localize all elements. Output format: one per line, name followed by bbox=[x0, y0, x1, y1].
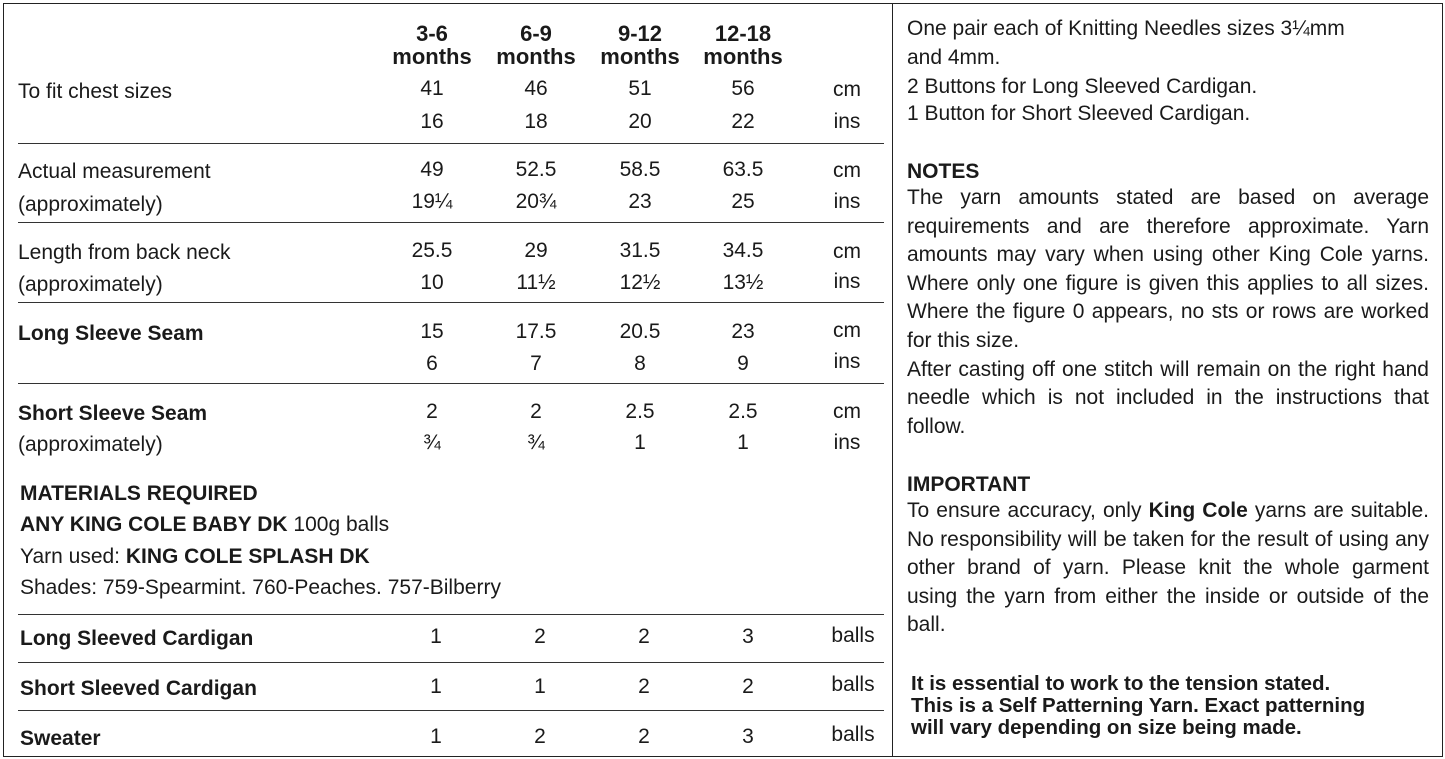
value-cell: 56 bbox=[731, 77, 755, 100]
needles-line: and 4mm. bbox=[907, 46, 1001, 69]
value-cell: 2 bbox=[638, 625, 650, 648]
value-cell: 1 bbox=[430, 675, 442, 698]
unit-cell: balls bbox=[831, 673, 875, 696]
value-cell: 49 bbox=[420, 158, 444, 181]
materials-heading: MATERIALS REQUIRED bbox=[20, 482, 258, 505]
unit-cell: ins bbox=[833, 270, 861, 293]
value-cell: 34.5 bbox=[722, 239, 764, 262]
yarn-name: ANY KING COLE BABY DK bbox=[20, 513, 288, 536]
value-cell: 2 bbox=[530, 400, 542, 423]
important-paragraph bbox=[907, 497, 1429, 640]
row-divider bbox=[18, 710, 884, 711]
value-cell: 8 bbox=[634, 352, 646, 375]
long-sleeve-label: Long Sleeve Seam bbox=[18, 322, 204, 345]
value-cell: 2 bbox=[742, 675, 754, 698]
size-header: 6-9 months bbox=[496, 21, 576, 69]
yarn-line bbox=[20, 513, 389, 537]
tension-note bbox=[911, 673, 1365, 739]
chest-label: To fit chest sizes bbox=[18, 80, 173, 103]
notes-paragraph: After casting off one stitch will remain on the right hand needle which is not included in the instructions that follow. bbox=[907, 357, 1429, 438]
value-cell: 18 bbox=[524, 110, 548, 133]
value-cell: ¾ bbox=[527, 431, 545, 454]
important-heading: IMPORTANT bbox=[907, 473, 1031, 496]
brand-name: King Cole bbox=[1148, 499, 1248, 522]
value-cell: 1 bbox=[430, 725, 442, 748]
unit-cell: ins bbox=[833, 190, 861, 213]
value-cell: 25.5 bbox=[411, 239, 453, 262]
value-cell: 23 bbox=[731, 320, 755, 343]
short-sleeve-label: Short Sleeve Seam bbox=[18, 402, 208, 425]
unit-cell: cm bbox=[833, 240, 861, 263]
value-cell: 20¾ bbox=[515, 190, 557, 213]
value-cell: 31.5 bbox=[619, 239, 661, 262]
shades-line: Shades: 759-Spearmint. 760-Peaches. 757-Bilberry bbox=[20, 576, 501, 599]
value-cell: 1 bbox=[534, 675, 546, 698]
yarn-ball-size: 100g balls bbox=[287, 513, 390, 536]
actual-sublabel: (approximately) bbox=[18, 193, 163, 216]
unit-cell: cm bbox=[833, 400, 861, 423]
unit-cell: ins bbox=[833, 431, 861, 454]
value-cell: 17.5 bbox=[515, 320, 557, 343]
value-cell: 11½ bbox=[516, 271, 556, 294]
row-divider bbox=[18, 302, 884, 303]
notes-paragraph: The yarn amounts stated are based on average requirements and are therefore approximate. Yarn amounts may vary when using other King Cole yarns. Where only one figure is given this applies to all sizes. Where the figure 0 appears, no sts or rows are worked for this size. bbox=[907, 186, 1429, 352]
value-cell: 58.5 bbox=[619, 158, 661, 181]
value-cell: 25 bbox=[731, 190, 755, 213]
important-text: yarns are suitable. No responsibility will be taken for the result of using any other brand of yarn. Please knit the whole garment using the yarn from either the inside or outside of the ball. bbox=[907, 499, 1429, 637]
important-text: To ensure accuracy, only bbox=[907, 499, 1149, 522]
needles-line: One pair each of Knitting Needles sizes 3¼mm bbox=[907, 17, 1345, 40]
unit-cell: cm bbox=[833, 319, 861, 342]
value-cell: 2 bbox=[638, 675, 650, 698]
yarn-used-name: KING COLE SPLASH DK bbox=[125, 545, 370, 568]
row-divider bbox=[18, 143, 884, 144]
material-label: Long Sleeved Cardigan bbox=[20, 627, 254, 650]
value-cell: 2.5 bbox=[625, 400, 655, 423]
short-sleeve-sublabel: (approximately) bbox=[18, 433, 163, 456]
value-cell: 3 bbox=[742, 625, 754, 648]
value-cell: 20.5 bbox=[619, 320, 661, 343]
value-cell: 19¼ bbox=[411, 190, 453, 213]
value-cell: 10 bbox=[420, 271, 444, 294]
value-cell: 2 bbox=[426, 400, 438, 423]
value-cell: 2 bbox=[534, 725, 546, 748]
value-cell: 29 bbox=[524, 239, 548, 262]
length-sublabel: (approximately) bbox=[18, 273, 163, 296]
unit-cell: balls bbox=[831, 723, 875, 746]
column-divider bbox=[892, 3, 893, 757]
unit-cell: cm bbox=[833, 78, 861, 101]
size-header: 12-18 months bbox=[703, 21, 783, 69]
buttons-short-line: 1 Button for Short Sleeved Cardigan. bbox=[907, 102, 1251, 125]
value-cell: 6 bbox=[426, 352, 438, 375]
value-cell: 15 bbox=[420, 320, 444, 343]
value-cell: 9 bbox=[737, 352, 749, 375]
unit-cell: ins bbox=[833, 350, 861, 373]
value-cell: ¾ bbox=[423, 431, 441, 454]
value-cell: 46 bbox=[524, 77, 548, 100]
material-label: Short Sleeved Cardigan bbox=[20, 677, 257, 700]
value-cell: 23 bbox=[628, 190, 652, 213]
row-divider bbox=[18, 383, 884, 384]
value-cell: 13½ bbox=[722, 271, 764, 294]
value-cell: 2 bbox=[638, 725, 650, 748]
value-cell: 12½ bbox=[619, 271, 661, 294]
value-cell: 51 bbox=[628, 77, 652, 100]
notes-heading: NOTES bbox=[907, 160, 980, 183]
row-divider bbox=[18, 222, 884, 223]
buttons-long-line: 2 Buttons for Long Sleeved Cardigan. bbox=[907, 75, 1258, 98]
value-cell: 63.5 bbox=[722, 158, 764, 181]
value-cell: 2 bbox=[534, 625, 546, 648]
value-cell: 41 bbox=[420, 77, 444, 100]
value-cell: 7 bbox=[530, 352, 542, 375]
row-divider bbox=[18, 662, 884, 663]
value-cell: 3 bbox=[742, 725, 754, 748]
yarn-used-line bbox=[20, 545, 370, 569]
yarn-used-prefix: Yarn used: bbox=[20, 545, 126, 568]
tension-line: It is essential to work to the tension stated. bbox=[911, 672, 1331, 695]
unit-cell: ins bbox=[833, 110, 861, 133]
value-cell: 52.5 bbox=[515, 158, 557, 181]
tension-line: This is a Self Patterning Yarn. Exact patterning bbox=[911, 694, 1366, 717]
unit-cell: balls bbox=[831, 624, 875, 647]
value-cell: 22 bbox=[731, 110, 755, 133]
value-cell: 1 bbox=[737, 431, 749, 454]
value-cell: 1 bbox=[430, 625, 442, 648]
important-body bbox=[907, 497, 1429, 640]
size-header: 9-12 months bbox=[600, 21, 680, 69]
size-header: 3-6 months bbox=[392, 21, 472, 69]
row-divider bbox=[18, 614, 884, 615]
value-cell: 16 bbox=[420, 110, 444, 133]
value-cell: 20 bbox=[628, 110, 652, 133]
value-cell: 2.5 bbox=[728, 400, 758, 423]
actual-label: Actual measurement bbox=[18, 160, 211, 183]
length-label: Length from back neck bbox=[18, 241, 231, 264]
value-cell: 1 bbox=[634, 431, 646, 454]
material-label: Sweater bbox=[20, 727, 101, 750]
unit-cell: cm bbox=[833, 159, 861, 182]
notes-body bbox=[907, 184, 1429, 441]
tension-line: will vary depending on size being made. bbox=[911, 716, 1302, 739]
